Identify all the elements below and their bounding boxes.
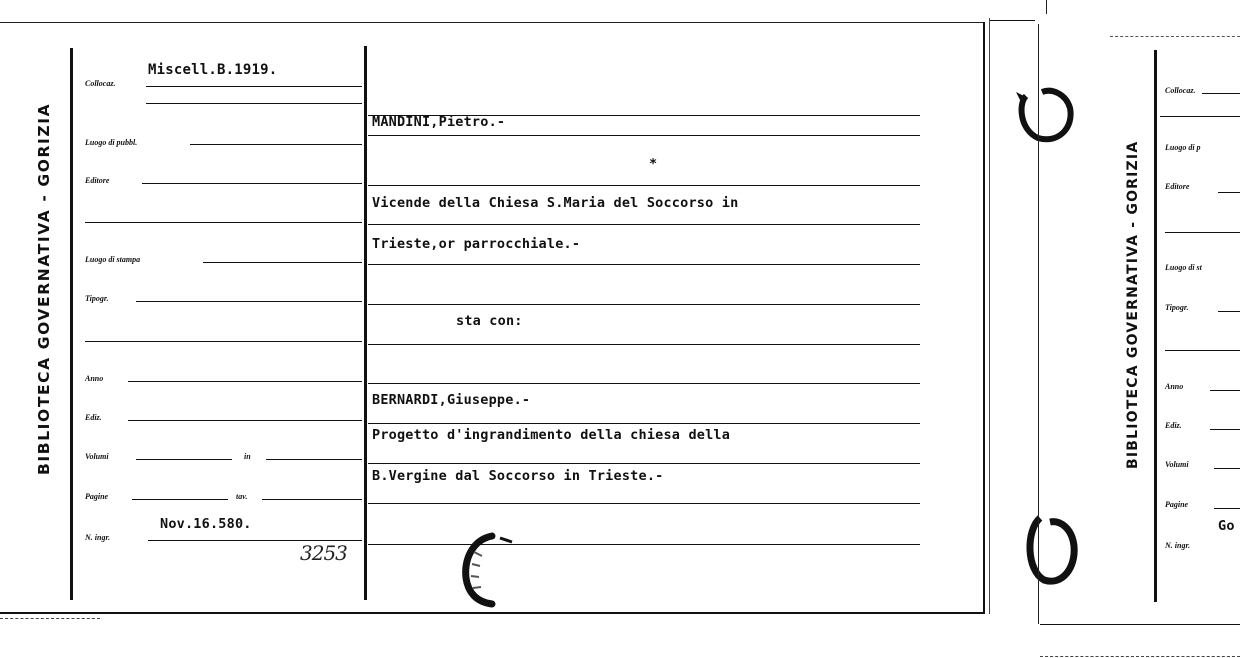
top-scan-edge-card2: [1110, 36, 1240, 37]
card-right-edge-2: [989, 18, 990, 614]
card2-label-tipogr: Tipogr.: [1165, 303, 1189, 312]
card-bottom-shadow: [0, 618, 100, 619]
handwritten-number: 3253: [300, 541, 347, 565]
luogo-stampa-line: [203, 262, 362, 263]
card2-label-volumi: Volumi: [1165, 460, 1189, 469]
card2-form-left-rule: [1154, 50, 1157, 602]
label-pagine: Pagine: [85, 492, 109, 501]
card2-top-tick: [1046, 0, 1047, 14]
card2-line: [1214, 468, 1240, 469]
collocazione-line-2: [146, 103, 362, 104]
editore-line: [142, 183, 362, 184]
form-divider-rule: [364, 46, 367, 600]
label-n-ingr: N. ingr.: [85, 533, 111, 542]
top-scan-edge: [0, 22, 985, 23]
volumi-line: [136, 459, 232, 460]
ruled-line: [368, 224, 920, 225]
label-in: in: [244, 452, 251, 461]
card2-bottom-edge-2: [1040, 656, 1240, 657]
tav-line: [262, 499, 362, 500]
tipogr-line-2: [85, 341, 362, 342]
label-anno: Anno: [85, 374, 104, 383]
card2-label-editore: Editore: [1165, 182, 1190, 191]
card2-line: [1214, 508, 1240, 509]
collocazione-value: Miscell.B.1919.: [148, 62, 278, 78]
card2-partial-text: Go: [1218, 518, 1235, 534]
card2-line: [1210, 390, 1240, 391]
label-collocazione: Collocaz.: [85, 79, 116, 88]
collocazione-line: [146, 86, 362, 87]
label-ediz: Ediz.: [85, 413, 102, 422]
card2-label-ediz: Ediz.: [1165, 421, 1182, 430]
card2-line: [1160, 116, 1240, 117]
ruled-line: [368, 503, 920, 504]
pagine-line: [132, 499, 228, 500]
entry-title-line1: Vicende della Chiesa S.Maria del Soccorso in: [372, 195, 739, 211]
library-vertical-header-2: BIBLIOTECA GOVERNATIVA - GORIZIA: [1125, 140, 1141, 469]
ruled-line: [368, 463, 920, 464]
entry-author: MANDINI,Pietro.-: [372, 114, 506, 130]
ediz-line: [128, 420, 362, 421]
ruled-line: [368, 185, 920, 186]
label-luogo-stampa: Luogo di stampa: [85, 255, 141, 264]
entry-author2: BERNARDI,Giuseppe.-: [372, 392, 531, 408]
card2-line: [1218, 311, 1240, 312]
card2-line: [1165, 232, 1240, 233]
card2-line: [1165, 350, 1240, 351]
card-bottom-edge: [0, 612, 985, 614]
binding-hole-bottom-image: [1018, 510, 1084, 590]
entry-bound-with: sta con:: [456, 313, 523, 329]
editore-line-2: [85, 222, 362, 223]
label-tipogr: Tipogr.: [85, 294, 109, 303]
card-right-edge: [983, 22, 985, 614]
card2-label-anno: Anno: [1165, 382, 1184, 391]
luogo-pubbl-line: [190, 144, 362, 145]
card2-bottom-edge: [1040, 624, 1240, 625]
library-vertical-header: BIBLIOTECA GOVERNATIVA - GORIZIA: [35, 102, 53, 475]
card2-label-luogo-stampa: Luogo di st: [1165, 263, 1202, 272]
label-volumi: Volumi: [85, 452, 109, 461]
label-editore: Editore: [85, 176, 110, 185]
card2-line: [1210, 429, 1240, 430]
stamp-smudge-image: [452, 530, 522, 610]
form-left-rule: [70, 48, 73, 600]
ruled-line: [368, 383, 920, 384]
ruled-line: [368, 423, 920, 424]
entry-title2-line2: B.Vergine dal Soccorso in Trieste.-: [372, 468, 664, 484]
n-ingr-value: Nov.16.580.: [160, 516, 252, 532]
entry-asterisk: *: [649, 156, 658, 172]
entry-title2-line1: Progetto d'ingrandimento della chiesa della: [372, 427, 731, 443]
ruled-line: [368, 544, 920, 545]
tipogr-line: [136, 301, 362, 302]
card2-label-n-ingr: N. ingr.: [1165, 541, 1191, 550]
card2-label-luogo-pubbl: Luogo di p: [1165, 143, 1201, 152]
entry-title-line2: Trieste,or parrocchiale.-: [372, 236, 581, 252]
in-line: [266, 459, 362, 460]
label-luogo-pubbl: Luogo di pubbl.: [85, 138, 138, 147]
ruled-line: [368, 264, 920, 265]
anno-line: [128, 381, 362, 382]
card2-label-pagine: Pagine: [1165, 500, 1189, 509]
ruled-line: [368, 135, 920, 136]
label-tav: tav.: [236, 492, 248, 501]
card2-label-collocazione: Collocaz.: [1165, 86, 1196, 95]
card2-line: [1218, 192, 1240, 193]
binding-hole-top-image: [1012, 82, 1084, 148]
ruled-line: [368, 304, 920, 305]
card2-left-edge: [1038, 24, 1039, 624]
ruled-line: [368, 344, 920, 345]
top-scan-edge-right: [990, 20, 1035, 21]
card2-collocazione-line: [1202, 93, 1240, 94]
